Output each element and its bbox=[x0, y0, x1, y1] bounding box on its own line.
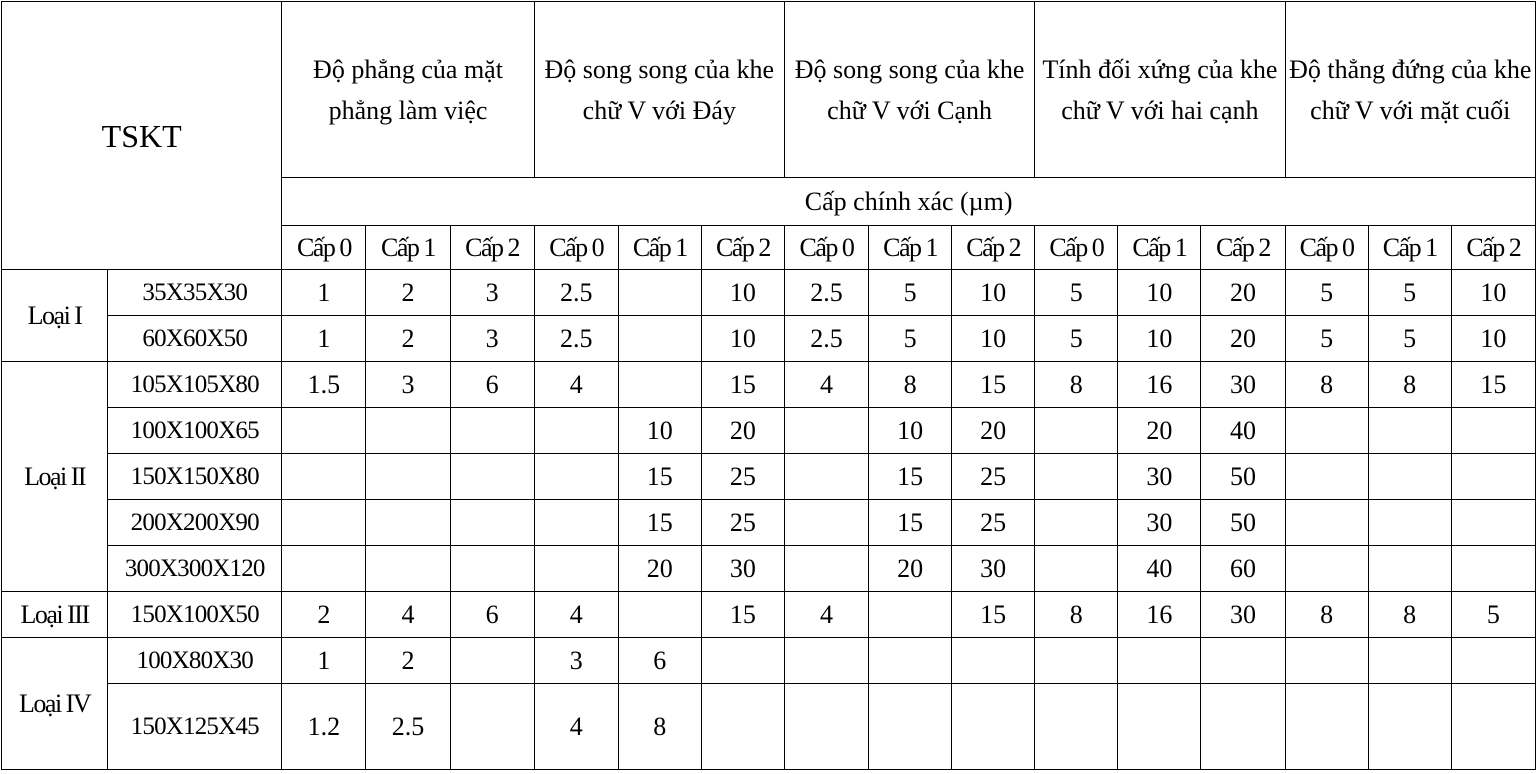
column-group-header: Độ song song của khe chữ V với Đáy bbox=[534, 2, 784, 178]
value-cell: 3 bbox=[450, 316, 534, 362]
size-cell: 100X100X65 bbox=[108, 408, 282, 454]
value-cell bbox=[1035, 638, 1118, 684]
value-cell: 20 bbox=[618, 546, 701, 592]
value-cell bbox=[450, 454, 534, 500]
value-cell: 6 bbox=[450, 362, 534, 408]
level-header: Cấp 2 bbox=[952, 226, 1035, 270]
value-cell: 3 bbox=[366, 362, 450, 408]
row-group-label: Loại II bbox=[2, 362, 108, 592]
value-cell bbox=[1285, 546, 1368, 592]
value-cell bbox=[784, 454, 868, 500]
value-cell: 20 bbox=[869, 546, 952, 592]
value-cell: 10 bbox=[1118, 270, 1201, 316]
value-cell bbox=[1451, 546, 1535, 592]
value-cell: 2.5 bbox=[534, 316, 618, 362]
value-cell bbox=[1118, 638, 1201, 684]
value-cell bbox=[366, 546, 450, 592]
row-group-label: Loại III bbox=[2, 592, 108, 638]
value-cell: 4 bbox=[534, 592, 618, 638]
value-cell: 1 bbox=[282, 638, 366, 684]
value-cell bbox=[1035, 454, 1118, 500]
value-cell: 15 bbox=[869, 454, 952, 500]
value-cell: 8 bbox=[1285, 592, 1368, 638]
value-cell: 10 bbox=[1451, 270, 1535, 316]
table-row bbox=[2, 362, 1536, 408]
value-cell bbox=[784, 408, 868, 454]
value-cell: 15 bbox=[618, 500, 701, 546]
value-cell: 10 bbox=[952, 270, 1035, 316]
value-cell bbox=[784, 638, 868, 684]
value-cell bbox=[952, 638, 1035, 684]
value-cell: 5 bbox=[1285, 316, 1368, 362]
value-cell bbox=[450, 684, 534, 770]
value-cell: 5 bbox=[1368, 316, 1451, 362]
size-cell: 105X105X80 bbox=[108, 362, 282, 408]
value-cell: 10 bbox=[1118, 316, 1201, 362]
column-group-header: Độ phẳng của mặt phẳng làm việc bbox=[282, 2, 534, 178]
value-cell bbox=[366, 454, 450, 500]
value-cell bbox=[282, 500, 366, 546]
value-cell bbox=[952, 684, 1035, 770]
value-cell bbox=[1368, 454, 1451, 500]
level-header: Cấp 1 bbox=[618, 226, 701, 270]
value-cell: 8 bbox=[1368, 362, 1451, 408]
level-header: Cấp 0 bbox=[282, 226, 366, 270]
value-cell: 6 bbox=[618, 638, 701, 684]
value-cell: 25 bbox=[952, 500, 1035, 546]
value-cell bbox=[450, 546, 534, 592]
column-group-header: Tính đối xứng của khe chữ V với hai cạnh bbox=[1035, 2, 1285, 178]
size-cell: 35X35X30 bbox=[108, 270, 282, 316]
value-cell bbox=[1285, 638, 1368, 684]
value-cell bbox=[784, 684, 868, 770]
level-header: Cấp 0 bbox=[784, 226, 868, 270]
size-cell: 150X100X50 bbox=[108, 592, 282, 638]
size-cell: 150X125X45 bbox=[108, 684, 282, 770]
value-cell: 50 bbox=[1201, 500, 1285, 546]
value-cell: 2.5 bbox=[784, 316, 868, 362]
value-cell: 2.5 bbox=[534, 270, 618, 316]
value-cell: 30 bbox=[1201, 592, 1285, 638]
value-cell: 30 bbox=[1118, 500, 1201, 546]
value-cell: 3 bbox=[534, 638, 618, 684]
value-cell: 30 bbox=[701, 546, 784, 592]
table-row bbox=[2, 546, 1536, 592]
level-header: Cấp 1 bbox=[366, 226, 450, 270]
table-row bbox=[2, 408, 1536, 454]
value-cell bbox=[1035, 408, 1118, 454]
value-cell: 8 bbox=[1285, 362, 1368, 408]
level-header: Cấp 0 bbox=[1035, 226, 1118, 270]
value-cell: 1 bbox=[282, 316, 366, 362]
value-cell bbox=[1201, 684, 1285, 770]
value-cell: 10 bbox=[618, 408, 701, 454]
value-cell: 5 bbox=[1368, 270, 1451, 316]
value-cell bbox=[1451, 638, 1535, 684]
value-cell: 2.5 bbox=[784, 270, 868, 316]
value-cell: 4 bbox=[534, 362, 618, 408]
value-cell: 4 bbox=[784, 592, 868, 638]
value-cell: 16 bbox=[1118, 362, 1201, 408]
value-cell: 15 bbox=[701, 592, 784, 638]
value-cell: 25 bbox=[701, 500, 784, 546]
value-cell bbox=[534, 546, 618, 592]
value-cell: 8 bbox=[1035, 592, 1118, 638]
value-cell bbox=[1285, 684, 1368, 770]
value-cell bbox=[282, 454, 366, 500]
value-cell: 1 bbox=[282, 270, 366, 316]
value-cell: 20 bbox=[952, 408, 1035, 454]
size-cell: 300X300X120 bbox=[108, 546, 282, 592]
value-cell bbox=[1451, 500, 1535, 546]
value-cell: 10 bbox=[952, 316, 1035, 362]
value-cell bbox=[1035, 500, 1118, 546]
value-cell bbox=[618, 592, 701, 638]
value-cell bbox=[1035, 684, 1118, 770]
precision-label: Cấp chính xác (µm) bbox=[282, 178, 1536, 226]
value-cell: 5 bbox=[1035, 270, 1118, 316]
value-cell: 30 bbox=[952, 546, 1035, 592]
level-header: Cấp 2 bbox=[701, 226, 784, 270]
value-cell: 25 bbox=[701, 454, 784, 500]
column-group-header: Độ thẳng đứng của khe chữ V với mặt cuối bbox=[1285, 2, 1535, 178]
value-cell: 8 bbox=[869, 362, 952, 408]
table-row bbox=[2, 316, 1536, 362]
value-cell bbox=[1201, 638, 1285, 684]
value-cell: 10 bbox=[869, 408, 952, 454]
level-header: Cấp 0 bbox=[534, 226, 618, 270]
header-row-groups bbox=[2, 2, 1536, 178]
row-group-label: Loại I bbox=[2, 270, 108, 362]
value-cell bbox=[784, 546, 868, 592]
value-cell: 15 bbox=[952, 362, 1035, 408]
value-cell bbox=[618, 362, 701, 408]
value-cell: 2 bbox=[366, 270, 450, 316]
value-cell bbox=[869, 684, 952, 770]
level-header: Cấp 1 bbox=[1368, 226, 1451, 270]
level-header: Cấp 0 bbox=[1285, 226, 1368, 270]
value-cell: 15 bbox=[1451, 362, 1535, 408]
value-cell: 20 bbox=[1201, 316, 1285, 362]
level-header: Cấp 2 bbox=[450, 226, 534, 270]
value-cell bbox=[1285, 500, 1368, 546]
value-cell: 20 bbox=[701, 408, 784, 454]
value-cell bbox=[618, 316, 701, 362]
value-cell bbox=[618, 270, 701, 316]
column-group-header: Độ song song của khe chữ V với Cạnh bbox=[784, 2, 1034, 178]
table-row bbox=[2, 592, 1536, 638]
value-cell bbox=[1285, 408, 1368, 454]
value-cell: 5 bbox=[1035, 316, 1118, 362]
value-cell: 10 bbox=[1451, 316, 1535, 362]
value-cell: 4 bbox=[366, 592, 450, 638]
value-cell bbox=[450, 408, 534, 454]
value-cell: 15 bbox=[869, 500, 952, 546]
value-cell: 4 bbox=[784, 362, 868, 408]
value-cell bbox=[1035, 546, 1118, 592]
value-cell bbox=[869, 638, 952, 684]
value-cell: 2 bbox=[366, 316, 450, 362]
value-cell bbox=[1368, 546, 1451, 592]
table-row bbox=[2, 638, 1536, 684]
value-cell: 2 bbox=[366, 638, 450, 684]
value-cell: 25 bbox=[952, 454, 1035, 500]
value-cell: 15 bbox=[952, 592, 1035, 638]
value-cell bbox=[534, 408, 618, 454]
size-cell: 200X200X90 bbox=[108, 500, 282, 546]
value-cell bbox=[701, 684, 784, 770]
value-cell bbox=[534, 500, 618, 546]
value-cell bbox=[1368, 500, 1451, 546]
value-cell: 8 bbox=[1368, 592, 1451, 638]
corner-label: TSKT bbox=[2, 2, 282, 270]
value-cell: 20 bbox=[1201, 270, 1285, 316]
value-cell: 5 bbox=[869, 270, 952, 316]
value-cell: 5 bbox=[1285, 270, 1368, 316]
value-cell: 15 bbox=[701, 362, 784, 408]
table-row bbox=[2, 684, 1536, 770]
value-cell: 5 bbox=[1451, 592, 1535, 638]
tolerance-table bbox=[1, 1, 1536, 770]
value-cell: 40 bbox=[1118, 546, 1201, 592]
value-cell: 30 bbox=[1118, 454, 1201, 500]
value-cell: 2 bbox=[282, 592, 366, 638]
level-header: Cấp 2 bbox=[1451, 226, 1535, 270]
value-cell bbox=[534, 454, 618, 500]
value-cell: 6 bbox=[450, 592, 534, 638]
value-cell: 10 bbox=[701, 316, 784, 362]
value-cell bbox=[1451, 454, 1535, 500]
value-cell bbox=[282, 546, 366, 592]
value-cell: 15 bbox=[618, 454, 701, 500]
row-group-label: Loại IV bbox=[2, 638, 108, 770]
value-cell bbox=[1368, 408, 1451, 454]
value-cell: 50 bbox=[1201, 454, 1285, 500]
value-cell bbox=[1451, 408, 1535, 454]
value-cell: 60 bbox=[1201, 546, 1285, 592]
value-cell bbox=[1451, 684, 1535, 770]
value-cell: 10 bbox=[701, 270, 784, 316]
value-cell bbox=[282, 408, 366, 454]
value-cell bbox=[366, 408, 450, 454]
value-cell bbox=[1368, 638, 1451, 684]
value-cell: 20 bbox=[1118, 408, 1201, 454]
value-cell bbox=[1368, 684, 1451, 770]
value-cell bbox=[784, 500, 868, 546]
table-row bbox=[2, 500, 1536, 546]
value-cell bbox=[1118, 684, 1201, 770]
value-cell: 2.5 bbox=[366, 684, 450, 770]
size-cell: 150X150X80 bbox=[108, 454, 282, 500]
table-row bbox=[2, 270, 1536, 316]
value-cell: 1.5 bbox=[282, 362, 366, 408]
value-cell: 1.2 bbox=[282, 684, 366, 770]
level-header: Cấp 2 bbox=[1201, 226, 1285, 270]
size-cell: 60X60X50 bbox=[108, 316, 282, 362]
value-cell: 8 bbox=[1035, 362, 1118, 408]
value-cell: 8 bbox=[618, 684, 701, 770]
size-cell: 100X80X30 bbox=[108, 638, 282, 684]
level-header: Cấp 1 bbox=[869, 226, 952, 270]
value-cell bbox=[450, 638, 534, 684]
value-cell bbox=[450, 500, 534, 546]
table-row bbox=[2, 454, 1536, 500]
value-cell: 4 bbox=[534, 684, 618, 770]
value-cell bbox=[1285, 454, 1368, 500]
value-cell bbox=[366, 500, 450, 546]
value-cell bbox=[701, 638, 784, 684]
value-cell: 40 bbox=[1201, 408, 1285, 454]
value-cell bbox=[869, 592, 952, 638]
value-cell: 5 bbox=[869, 316, 952, 362]
value-cell: 3 bbox=[450, 270, 534, 316]
value-cell: 16 bbox=[1118, 592, 1201, 638]
value-cell: 30 bbox=[1201, 362, 1285, 408]
level-header: Cấp 1 bbox=[1118, 226, 1201, 270]
